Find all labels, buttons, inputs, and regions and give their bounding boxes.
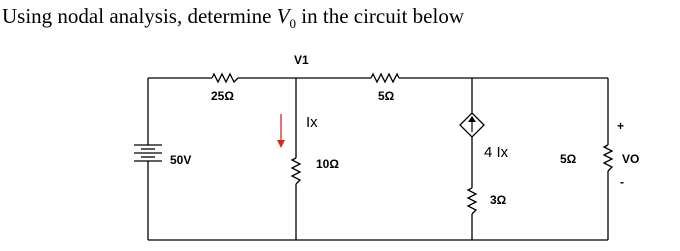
dependent-current-source (460, 113, 484, 137)
vo-minus-sign: - (620, 175, 624, 189)
resistor-10ohm-label: 10Ω (316, 157, 339, 171)
question-suffix: in the circuit below (296, 4, 464, 28)
vo-label: VO (622, 152, 640, 166)
resistor-5ohm-output (604, 145, 612, 171)
node-v1-label: V1 (294, 53, 309, 67)
resistor-25ohm-label: 25Ω (211, 89, 234, 103)
dependent-source-label: 4 Ix (484, 144, 509, 161)
resistor-25ohm (212, 74, 238, 82)
battery-50v (134, 145, 162, 161)
resistor-5ohm-top (371, 74, 399, 82)
current-arrow (277, 114, 285, 148)
resistor-5ohm-output-label: 5Ω (560, 152, 577, 166)
resistor-3ohm (468, 188, 476, 214)
resistor-3ohm-label: 3Ω (490, 193, 507, 207)
resistor-5ohm-top-label: 5Ω (378, 89, 395, 103)
question-prefix: Using nodal analysis, determine (2, 4, 277, 28)
resistor-10ohm (292, 158, 300, 184)
question-variable: $V_0$ (276, 4, 297, 32)
current-ix-label: Ix (306, 114, 318, 131)
source-50v-label: 50V (170, 153, 192, 167)
vo-plus-sign: + (617, 119, 625, 133)
